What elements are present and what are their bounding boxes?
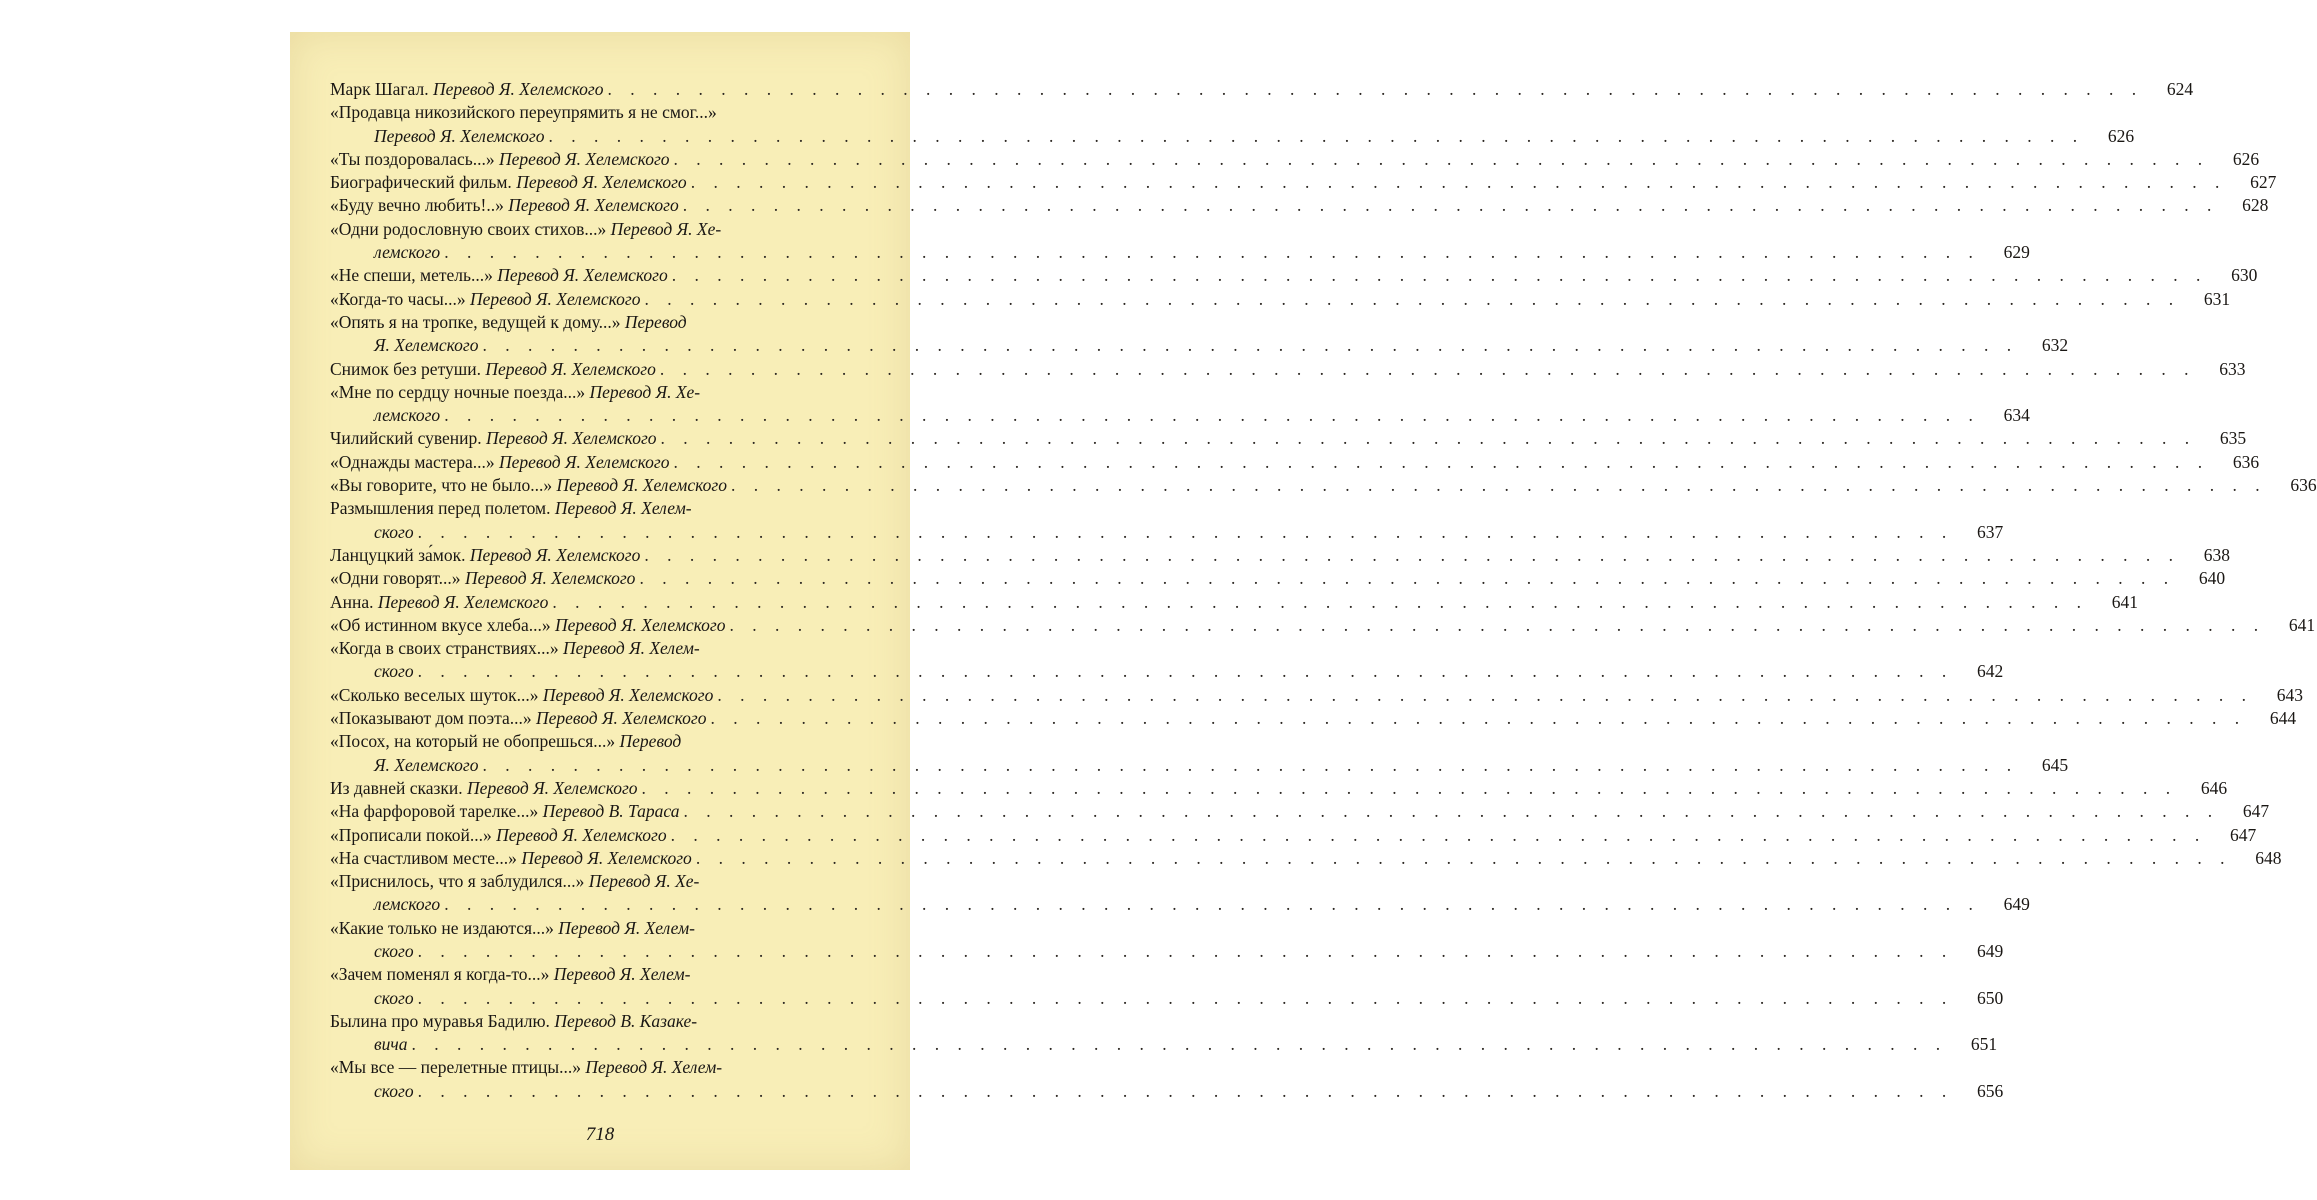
dot-leader bbox=[679, 800, 2219, 823]
entry-text bbox=[330, 637, 700, 660]
toc-entry bbox=[330, 777, 2228, 800]
entry-translator: Перевод Я. Хе- bbox=[589, 381, 701, 402]
dot-leader bbox=[706, 707, 2246, 730]
entry-text bbox=[330, 241, 440, 264]
entry-translator: Перевод Я. Хелем- bbox=[585, 1057, 723, 1078]
entry-page-number: 637 bbox=[1977, 521, 2004, 542]
dot-leader bbox=[640, 544, 2180, 567]
toc-entry bbox=[330, 800, 2270, 823]
toc-entry-line bbox=[330, 311, 870, 334]
entry-text bbox=[330, 171, 687, 194]
entry-text bbox=[330, 963, 690, 986]
toc-entry-line bbox=[330, 521, 2004, 544]
entry-text bbox=[330, 497, 692, 520]
entry-title: «Продавца никозийского переупрямить я не смог...» bbox=[330, 102, 717, 123]
toc-entry-line bbox=[330, 800, 2270, 823]
dot-leader bbox=[635, 567, 2175, 590]
dot-leader bbox=[727, 474, 2267, 497]
toc-entry bbox=[330, 730, 2069, 777]
dot-leader bbox=[545, 125, 2085, 148]
toc-entry-line bbox=[330, 591, 2139, 614]
entry-page-number: 630 bbox=[2231, 265, 2258, 286]
toc-entry bbox=[330, 614, 2316, 637]
entry-translator: Перевод Я. Хелемского bbox=[499, 148, 670, 169]
dot-leader bbox=[670, 451, 2210, 474]
toc-entry bbox=[330, 707, 2297, 730]
toc-entry bbox=[330, 427, 2247, 450]
entry-text bbox=[330, 1033, 407, 1056]
dot-leader bbox=[670, 148, 2210, 171]
entry-text bbox=[330, 800, 679, 823]
dot-leader bbox=[713, 684, 2253, 707]
toc-entry-line bbox=[330, 614, 2316, 637]
toc-entry bbox=[330, 567, 2226, 590]
entry-text bbox=[330, 78, 603, 101]
entry-text bbox=[330, 101, 717, 124]
toc-entry-line bbox=[330, 334, 2069, 357]
entry-page-number: 629 bbox=[2003, 242, 2030, 263]
entry-page-number: 642 bbox=[1977, 661, 2004, 682]
entry-page-number: 635 bbox=[2219, 428, 2247, 449]
toc-entry-line bbox=[330, 101, 870, 124]
entry-translator: Перевод Я. Хелем- bbox=[558, 917, 695, 938]
toc-entry-line bbox=[330, 288, 2231, 311]
dot-leader bbox=[679, 194, 2219, 217]
entry-text bbox=[330, 824, 667, 847]
toc-entry-line bbox=[330, 474, 2317, 497]
entry-page-number: 633 bbox=[2219, 358, 2246, 379]
dot-leader bbox=[414, 521, 1954, 544]
toc-entry-line bbox=[330, 824, 2257, 847]
entry-page-number: 636 bbox=[2232, 451, 2260, 472]
entry-page-number: 651 bbox=[1970, 1034, 1998, 1055]
toc-entry-line bbox=[330, 963, 870, 986]
entry-text bbox=[330, 1010, 697, 1033]
toc-entry-line bbox=[330, 847, 2282, 870]
toc-entry-line bbox=[330, 684, 2304, 707]
entry-page-number: 634 bbox=[2003, 405, 2030, 426]
dot-leader bbox=[440, 241, 1980, 264]
toc-entry bbox=[330, 1010, 1998, 1057]
entry-text bbox=[330, 474, 727, 497]
entry-translator: Перевод Я. Хелемского bbox=[535, 708, 707, 729]
toc-entry-line bbox=[330, 660, 2004, 683]
entry-text bbox=[330, 614, 725, 637]
entry-translator: ского bbox=[374, 521, 414, 542]
entry-translator: Перевод Я. Хелемского bbox=[516, 172, 687, 193]
toc-entry-line bbox=[330, 78, 2194, 101]
entry-text bbox=[330, 544, 640, 567]
toc-entry-line bbox=[330, 125, 2135, 148]
toc-entry-line bbox=[330, 1056, 870, 1079]
entry-title: «Показывают дом поэта...» bbox=[330, 708, 536, 729]
toc-entry-line bbox=[330, 171, 2277, 194]
dot-leader bbox=[414, 1080, 1954, 1103]
entry-text bbox=[330, 754, 478, 777]
toc-entry bbox=[330, 637, 2004, 684]
entry-text bbox=[330, 567, 635, 590]
dot-leader bbox=[440, 893, 1980, 916]
entry-translator: Перевод Я. Хе- bbox=[610, 218, 722, 239]
entry-translator: Перевод Я. Хелемского bbox=[432, 79, 604, 99]
entry-title: Из давней сказки. bbox=[330, 777, 468, 798]
entry-translator: Перевод Я. Хелемского bbox=[508, 195, 679, 216]
entry-text bbox=[330, 381, 700, 404]
toc-entry bbox=[330, 311, 2069, 358]
entry-title: Снимок без ретуши. bbox=[330, 358, 486, 379]
dot-leader bbox=[414, 660, 1954, 683]
entry-title: «Мне по сердцу ночные поезда...» bbox=[330, 381, 590, 402]
entry-page-number: 643 bbox=[2276, 684, 2304, 705]
toc-entry bbox=[330, 358, 2246, 381]
entry-translator: Перевод Я. Хелемского bbox=[377, 591, 549, 612]
entry-translator: ского bbox=[374, 1080, 414, 1101]
entry-text bbox=[330, 893, 440, 916]
entry-translator: Перевод Я. Хелемского bbox=[556, 475, 727, 496]
entry-title: «Сколько веселых шуток...» bbox=[330, 684, 543, 705]
toc-entry-line bbox=[330, 1033, 1998, 1056]
entry-title: «Какие только не издаются...» bbox=[330, 917, 559, 938]
toc-entry bbox=[330, 963, 2004, 1010]
toc-entry bbox=[330, 451, 2260, 474]
entry-translator: ского bbox=[374, 987, 414, 1008]
entry-title: «Ты поздоровалась...» bbox=[330, 148, 500, 169]
entry-title: Марк Шагал. bbox=[330, 79, 433, 99]
entry-page-number: 626 bbox=[2107, 125, 2135, 146]
toc-entry-line bbox=[330, 427, 2247, 450]
dot-leader bbox=[641, 288, 2181, 311]
entry-title: «Зачем поменял я когда-то...» bbox=[330, 964, 554, 985]
entry-translator: Перевод Я. Хелемского bbox=[467, 777, 638, 798]
entry-page-number: 638 bbox=[2203, 544, 2230, 565]
dot-leader bbox=[668, 264, 2208, 287]
entry-translator: Перевод Я. Хелем- bbox=[554, 498, 692, 519]
toc-entry-line bbox=[330, 870, 870, 893]
entry-page-number: 645 bbox=[2041, 754, 2069, 775]
entry-page-number: 644 bbox=[2269, 708, 2297, 729]
entry-title: «Одни родословную своих стихов...» bbox=[330, 218, 611, 239]
entry-translator: Перевод Я. Хелемского bbox=[554, 614, 726, 635]
entry-text bbox=[330, 218, 721, 241]
entry-translator: Перевод Я. Хелем- bbox=[553, 964, 691, 985]
entry-text bbox=[330, 288, 641, 311]
entry-translator: Перевод Я. Хелемского bbox=[374, 125, 545, 146]
toc-entry-line bbox=[330, 264, 2258, 287]
toc-entry bbox=[330, 847, 2282, 870]
dot-leader bbox=[667, 824, 2207, 847]
page-number: 718 bbox=[585, 1124, 615, 1145]
toc-entry-line bbox=[330, 497, 870, 520]
entry-title: «Прописали покой...» bbox=[330, 824, 497, 845]
entry-translator: Перевод Я. Хелемского bbox=[496, 824, 667, 845]
dot-leader bbox=[657, 427, 2197, 450]
toc-entry-line bbox=[330, 940, 2004, 963]
dot-leader bbox=[603, 78, 2143, 101]
entry-page-number: 650 bbox=[1977, 987, 2004, 1008]
dot-leader bbox=[638, 777, 2178, 800]
toc-entry-line bbox=[330, 451, 2260, 474]
entry-page-number: 631 bbox=[2203, 288, 2231, 309]
dot-leader bbox=[414, 940, 1954, 963]
entry-page-number: 647 bbox=[2242, 801, 2270, 822]
entry-title: «Посох, на который не обопрешься...» bbox=[330, 731, 620, 752]
entry-translator: Перевод Я. Хелемского bbox=[486, 428, 657, 449]
entry-page-number: 649 bbox=[1977, 940, 2004, 961]
entry-text bbox=[330, 1056, 722, 1079]
entry-title: «Вы говорите, что не было...» bbox=[330, 475, 557, 496]
entry-title: Чилийский сувенир. bbox=[330, 428, 487, 449]
entry-text bbox=[330, 684, 713, 707]
dot-leader bbox=[414, 987, 1954, 1010]
entry-page-number: 648 bbox=[2255, 847, 2282, 868]
entry-title: «Однажды мастера...» bbox=[330, 451, 499, 472]
toc-entry-line bbox=[330, 893, 2030, 916]
toc-entry-line bbox=[330, 194, 2269, 217]
entry-translator: лемского bbox=[374, 405, 441, 426]
toc-entry-line bbox=[330, 730, 870, 753]
entry-translator: Перевод Я. Хе- bbox=[588, 871, 700, 892]
toc-entry-line bbox=[330, 218, 870, 241]
entry-translator: Перевод bbox=[619, 731, 682, 752]
entry-translator: Перевод Я. Хелемского bbox=[542, 684, 714, 705]
entry-text bbox=[330, 940, 414, 963]
toc-entry bbox=[330, 288, 2231, 311]
entry-text bbox=[330, 917, 695, 940]
entry-translator: Перевод В. Казаке- bbox=[554, 1010, 698, 1031]
entry-title: «Когда в своих странствиях...» bbox=[330, 638, 564, 659]
toc-entry-line bbox=[330, 567, 2226, 590]
toc-entry bbox=[330, 171, 2277, 194]
toc-entry-line bbox=[330, 917, 870, 940]
entry-translator: Перевод В. Тараса bbox=[542, 801, 680, 822]
toc-entry bbox=[330, 591, 2139, 614]
entry-translator: Перевод Я. Хелемского bbox=[521, 847, 692, 868]
entry-title: Ланцуцкий за́мок. bbox=[330, 544, 470, 565]
entry-title: «Опять я на тропке, ведущей к дому...» bbox=[330, 311, 625, 332]
dot-leader bbox=[440, 404, 1980, 427]
toc-entry-line bbox=[330, 754, 2069, 777]
entry-title: «Буду вечно любить!..» bbox=[330, 195, 509, 216]
toc-entry-line bbox=[330, 381, 870, 404]
entry-text bbox=[330, 404, 440, 427]
entry-text bbox=[330, 730, 681, 753]
toc-entry-line bbox=[330, 777, 2228, 800]
entry-text bbox=[330, 311, 687, 334]
entry-page-number: 626 bbox=[2232, 148, 2260, 169]
toc-entry-line bbox=[330, 241, 2030, 264]
toc-entry bbox=[330, 264, 2258, 287]
toc-entry bbox=[330, 497, 2004, 544]
toc-entry-line bbox=[330, 987, 2004, 1010]
entry-translator: ского bbox=[374, 940, 414, 961]
entry-page-number: 628 bbox=[2242, 195, 2269, 216]
entry-translator: Перевод Я. Хелемского bbox=[470, 288, 641, 309]
toc-entry bbox=[330, 824, 2257, 847]
entry-text bbox=[330, 264, 668, 287]
toc-entry-line bbox=[330, 404, 2030, 427]
entry-title: «На счастливом месте...» bbox=[330, 847, 522, 868]
dot-leader bbox=[687, 171, 2227, 194]
toc-entry bbox=[330, 870, 2030, 917]
entry-translator: ского bbox=[374, 661, 414, 682]
entry-text bbox=[330, 358, 656, 381]
entry-page-number: 624 bbox=[2166, 79, 2194, 99]
toc-entry bbox=[330, 544, 2230, 567]
entry-title: «Не спеши, метель...» bbox=[330, 265, 498, 286]
entry-page-number: 640 bbox=[2198, 568, 2226, 589]
entry-text bbox=[330, 870, 699, 893]
entry-translator: Перевод Я. Хелемского bbox=[464, 568, 636, 589]
toc-entry bbox=[330, 148, 2260, 171]
toc-entry-line bbox=[330, 544, 2230, 567]
entry-translator: Перевод Я. Хелемского bbox=[499, 451, 670, 472]
entry-translator: Перевод Я. Хелем- bbox=[563, 638, 700, 659]
toc-entry bbox=[330, 474, 2317, 497]
entry-title: Былина про муравья Бадилю. bbox=[330, 1010, 555, 1031]
entry-page-number: 646 bbox=[2200, 777, 2228, 798]
dot-leader bbox=[725, 614, 2265, 637]
entry-text bbox=[330, 847, 692, 870]
entry-text bbox=[330, 521, 414, 544]
dot-leader bbox=[548, 591, 2088, 614]
dot-leader bbox=[478, 334, 2018, 357]
entry-title: «Когда-то часы...» bbox=[330, 288, 470, 309]
toc-entry bbox=[330, 917, 2004, 964]
dot-leader bbox=[692, 847, 2232, 870]
entry-title: «Об истинном вкусе хлеба...» bbox=[330, 614, 555, 635]
entry-page-number: 656 bbox=[1977, 1080, 2004, 1101]
dot-leader bbox=[656, 358, 2196, 381]
table-of-contents bbox=[330, 78, 2317, 1103]
toc-entry bbox=[330, 684, 2304, 707]
entry-translator: Я. Хелемского bbox=[374, 335, 479, 356]
entry-text bbox=[330, 1080, 414, 1103]
toc-entry-line bbox=[330, 1080, 2004, 1103]
entry-text bbox=[330, 125, 545, 148]
entry-page-number: 649 bbox=[2003, 894, 2030, 915]
entry-text bbox=[330, 148, 670, 171]
entry-translator: Я. Хелемского bbox=[374, 754, 479, 775]
toc-entry bbox=[330, 194, 2269, 217]
entry-translator: лемского bbox=[374, 894, 441, 915]
dot-leader bbox=[407, 1033, 1947, 1056]
entry-page-number: 636 bbox=[2290, 475, 2317, 496]
entry-text bbox=[330, 987, 414, 1010]
entry-translator: вича bbox=[374, 1034, 408, 1055]
entry-title: Биографический фильм. bbox=[330, 172, 517, 193]
entry-title: Анна. bbox=[330, 591, 378, 612]
toc-entry-line bbox=[330, 707, 2297, 730]
toc-entry-line bbox=[330, 1010, 870, 1033]
entry-title: «Одни говорят...» bbox=[330, 568, 465, 589]
entry-text bbox=[330, 194, 679, 217]
entry-title: «Мы все — перелетные птицы...» bbox=[330, 1057, 586, 1078]
entry-translator: Перевод bbox=[624, 311, 687, 332]
entry-title: «На фарфоровой тарелке...» bbox=[330, 801, 543, 822]
entry-text bbox=[330, 777, 638, 800]
toc-entry bbox=[330, 381, 2030, 428]
entry-text bbox=[330, 591, 548, 614]
toc-entry bbox=[330, 1056, 2004, 1103]
entry-text bbox=[330, 451, 670, 474]
dot-leader bbox=[478, 754, 2018, 777]
toc-entry-line bbox=[330, 637, 870, 660]
toc-entry-line bbox=[330, 148, 2260, 171]
entry-text bbox=[330, 707, 706, 730]
entry-page-number: 632 bbox=[2041, 335, 2069, 356]
toc-entry bbox=[330, 101, 2135, 148]
entry-page-number: 641 bbox=[2288, 614, 2316, 635]
entry-text bbox=[330, 427, 657, 450]
entry-translator: Перевод Я. Хелемского bbox=[469, 544, 641, 565]
toc-entry bbox=[330, 218, 2030, 265]
entry-title: Размышления перед полетом. bbox=[330, 498, 555, 519]
entry-translator: лемского bbox=[374, 242, 441, 263]
entry-title: «Приснилось, что я заблудился...» bbox=[330, 871, 589, 892]
entry-translator: Перевод Я. Хелемского bbox=[497, 265, 668, 286]
entry-page-number: 627 bbox=[2250, 172, 2277, 193]
entry-translator: Перевод Я. Хелемского bbox=[485, 358, 656, 379]
toc-entry bbox=[330, 78, 2194, 101]
entry-text bbox=[330, 334, 478, 357]
toc-entry-line bbox=[330, 358, 2246, 381]
entry-page-number: 641 bbox=[2111, 591, 2139, 612]
entry-text bbox=[330, 660, 414, 683]
entry-page-number: 647 bbox=[2229, 824, 2257, 845]
